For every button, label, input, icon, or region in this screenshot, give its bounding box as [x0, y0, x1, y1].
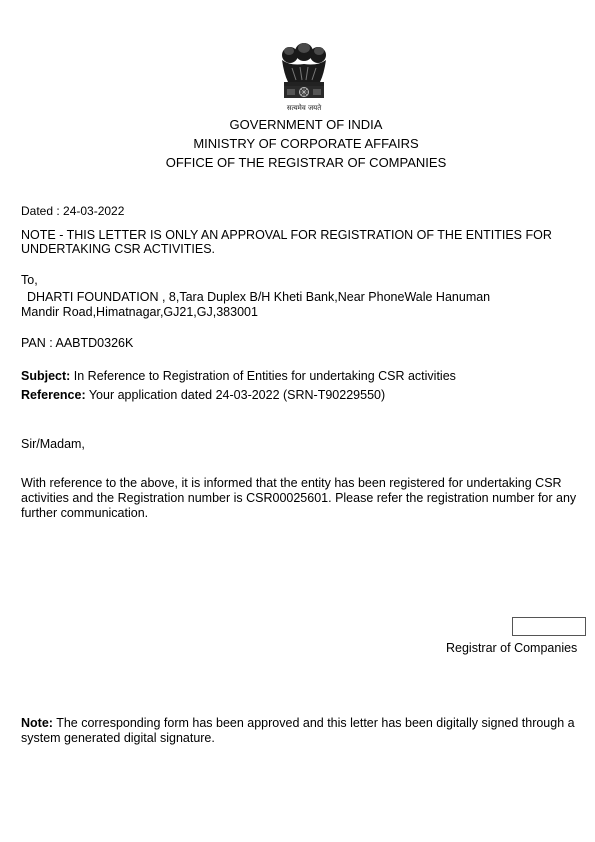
header-government: GOVERNMENT OF INDIA — [229, 117, 383, 132]
recipient-address — [21, 290, 581, 320]
digital-signature-box — [512, 617, 586, 636]
reference-line — [21, 388, 581, 403]
footer-note-text: The corresponding form has been approved and this letter has been digitally signed through a system generated digital signature. — [21, 716, 575, 745]
subject-label: Subject: — [21, 369, 71, 383]
emblem-motto: सत्यमेव जयते — [286, 104, 322, 112]
header-office: OFFICE OF THE REGISTRAR OF COMPANIES — [165, 155, 447, 170]
footer-note — [21, 716, 581, 746]
subject-text: In Reference to Registration of Entities for undertaking CSR activities — [70, 369, 456, 383]
national-emblem-icon — [262, 34, 346, 118]
dated-line: Dated : 24-03-2022 — [21, 204, 125, 218]
footer-note-label: Note: — [21, 716, 53, 730]
reference-text: Your application dated 24-03-2022 (SRN-T90229550) — [85, 388, 386, 402]
to-label: To, — [21, 273, 38, 287]
address-line-2: Mandir Road,Himatnagar,GJ21,GJ,383001 — [21, 305, 258, 319]
reference-label: Reference: — [21, 388, 86, 402]
subject-line — [21, 369, 581, 384]
salutation: Sir/Madam, — [21, 437, 85, 451]
pan-number: PAN : AABTD0326K — [21, 336, 134, 350]
address-line-1: DHARTI FOUNDATION , 8,Tara Duplex B/H Kheti Bank,Near PhoneWale Hanuman — [27, 290, 491, 304]
signatory-title: Registrar of Companies — [446, 641, 578, 655]
approval-note: NOTE - THIS LETTER IS ONLY AN APPROVAL FOR REGISTRATION OF THE ENTITIES FOR UNDERTAKING CSR ACTIVITIES. — [21, 228, 552, 256]
header-ministry: MINISTRY OF CORPORATE AFFAIRS — [193, 136, 419, 151]
body-paragraph: With reference to the above, it is informed that the entity has been registered for undertaking CSR activities and the Registration number is CSR00025601. Please refer the registration number for any further communication. — [21, 476, 577, 520]
